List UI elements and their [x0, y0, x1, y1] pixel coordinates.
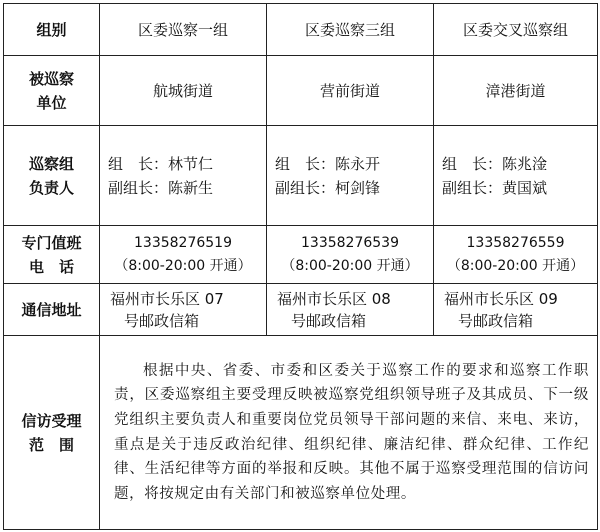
- leaders-2: [267, 126, 434, 226]
- group-name-1: 区委巡察一组: [100, 4, 267, 56]
- row-label-scope: [4, 336, 100, 530]
- row-label-scope-line-2: 范 围: [28, 435, 74, 454]
- phone-3: [434, 226, 598, 284]
- unit-2: 营前街道: [267, 56, 434, 126]
- row-label-units-line-2: 单位: [36, 93, 67, 112]
- phone-2-number: 13358276539: [301, 234, 399, 251]
- row-label-leaders: [4, 126, 100, 226]
- row-label-address: 通信地址: [4, 284, 100, 336]
- phone-2-hours: （8:00-20:00 开通）: [281, 257, 419, 274]
- phone-1-number: 13358276519: [134, 234, 232, 251]
- phone-2: [267, 226, 434, 284]
- units-row: [4, 56, 598, 126]
- leader-3-deputy: 副组长：黄国斌: [442, 178, 548, 197]
- address-2-line-1: 福州市长乐区 08: [277, 289, 391, 308]
- row-label-group: 组别: [4, 4, 100, 56]
- row-label-units: [4, 56, 100, 126]
- leaders-3: [434, 126, 598, 226]
- leader-1-deputy: 副组长：陈新生: [108, 178, 214, 197]
- address-1-line-2: 号邮政信箱: [124, 311, 200, 330]
- row-label-leaders-line-1: 巡察组: [28, 154, 74, 173]
- leader-1-head: 组 长：林节仁: [108, 154, 214, 173]
- row-label-scope-line-1: 信访受理: [21, 411, 82, 430]
- row-label-phone: [4, 226, 100, 284]
- row-label-phone-line-1: 专门值班: [21, 233, 82, 252]
- address-3-line-2: 号邮政信箱: [458, 311, 534, 330]
- phone-1-hours: （8:00-20:00 开通）: [114, 257, 252, 274]
- row-label-phone-line-2: 电 话: [28, 257, 74, 276]
- phone-3-number: 13358276559: [466, 234, 565, 251]
- inspection-info-table: [3, 3, 598, 530]
- phone-1: [100, 226, 267, 284]
- row-label-leaders-line-2: 负责人: [28, 178, 74, 197]
- group-name-3: 区委交叉巡察组: [434, 4, 598, 56]
- leaders-1: [100, 126, 267, 226]
- leader-2-deputy: 副组长：柯剑锋: [275, 178, 381, 197]
- address-row: [4, 284, 598, 336]
- unit-3: 漳港街道: [434, 56, 598, 126]
- address-3: [434, 284, 598, 336]
- leader-2-head: 组 长：陈永开: [275, 154, 381, 173]
- address-2-line-2: 号邮政信箱: [291, 311, 367, 330]
- address-1: [100, 284, 267, 336]
- address-1-line-1: 福州市长乐区 07: [110, 289, 224, 308]
- phone-row: [4, 226, 598, 284]
- scope-row: [4, 336, 598, 530]
- address-2: [267, 284, 434, 336]
- leaders-row: [4, 126, 598, 226]
- group-name-2: 区委巡察三组: [267, 4, 434, 56]
- phone-3-hours: （8:00-20:00 开通）: [446, 257, 585, 274]
- unit-1: 航城街道: [100, 56, 267, 126]
- leader-3-head: 组 长：陈兆淦: [442, 154, 548, 173]
- row-label-units-line-1: 被巡察: [28, 69, 74, 88]
- address-3-line-1: 福州市长乐区 09: [444, 289, 558, 308]
- scope-text: 根据中央、省委、市委和区委关于巡察工作的要求和巡察工作职责，区委巡察组主要受理反映被巡察党组织领导班子及其成员、下一级党组织主要负责人和重要岗位党员领导干部问题的来信、来电、来访，重点是关于违反政治纪律、组织纪律、廉洁纪律、群众纪律、工作纪律、生活纪律等方面的举报和反映。其他不属于巡察受理范围的信访问题，将按规定由有关部门和被巡察单位处理。: [100, 336, 598, 530]
- header-row: [4, 4, 598, 56]
